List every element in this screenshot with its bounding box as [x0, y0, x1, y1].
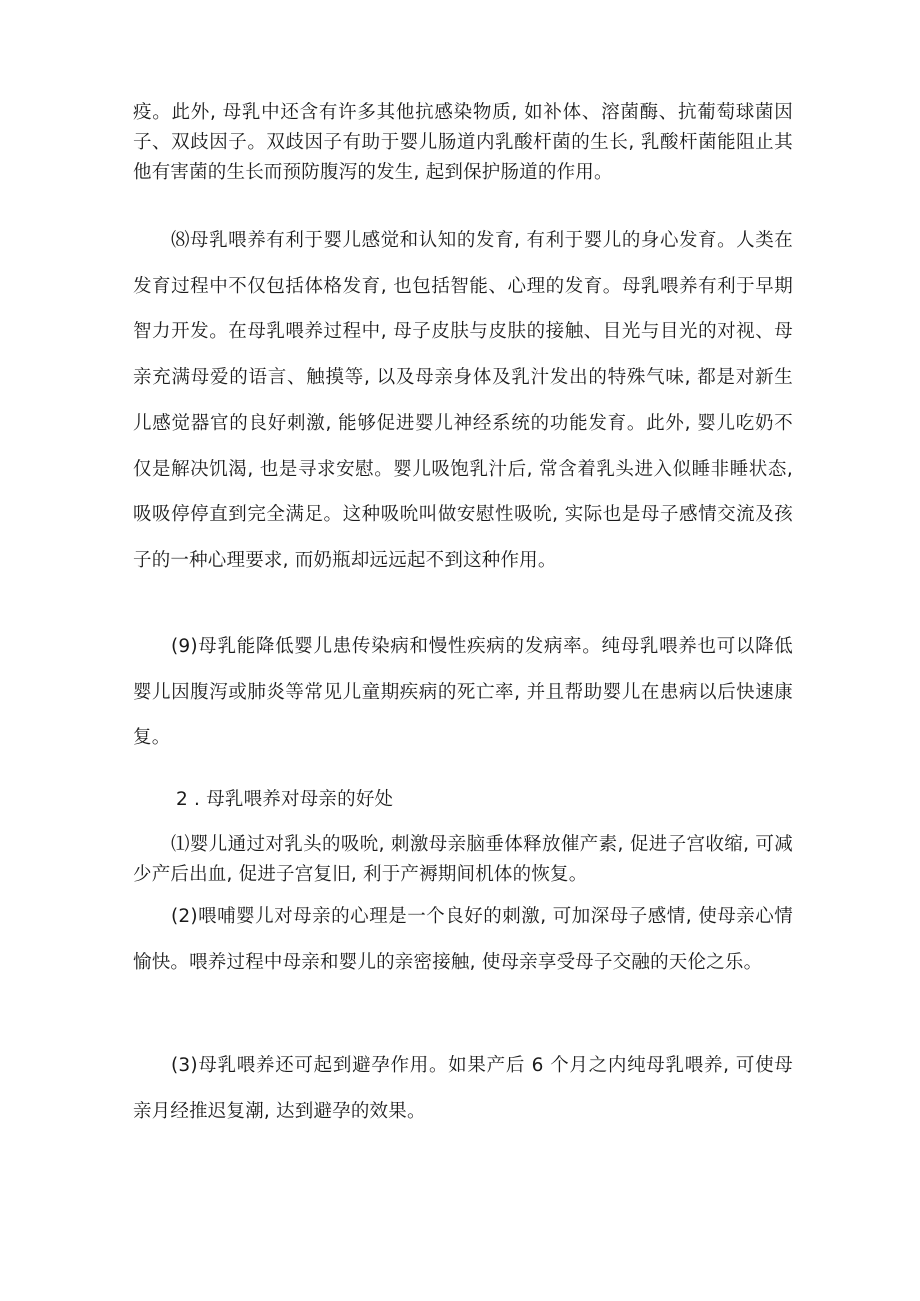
paragraph-item-1-uterus-recovery: ⑴婴儿通过对乳头的吸吮, 刺激母亲脑垂体释放催产素, 促进子宫收缩, 可减少产后出血, 促进子宫复旧, 利于产褥期间机体的恢复。 [133, 834, 793, 885]
paragraph-item-3-contraception: (3)母乳喂养还可起到避孕作用。如果产后 6 个月之内纯母乳喂养, 可使母亲月经推迟复潮, 达到避孕的效果。 [133, 1055, 793, 1122]
paragraph-item-8-cognitive-development: ⑻母乳喂养有利于婴儿感觉和认知的发育, 有利于婴儿的身心发育。人类在发育过程中不仅包括体格发育, 也包括智能、心理的发育。母乳喂养有利于早期智力开发。在母乳喂养过程中, 母子皮肤与皮肤的接触、目光与目光的对视、母亲充满母爱的语言、触摸等, 以及母亲身体及乳汁发出的特殊气味, 都是对新生儿感觉器官的良好刺激, 能够促进婴儿神经系统的功能发育。此外, 婴儿吃奶不仅是解决饥渴, 也是寻求安慰。婴儿吸饱乳汁后, 常含着乳头进入似睡非睡状态, 吸吸停停直到完全满足。这种吸吮叫做安慰性吸吮, 实际也是母子感情交流及孩子的一种心理要求, 而奶瓶却远远起不到这种作用。 [133, 230, 793, 571]
paragraph-immunity-continued: 疫。此外, 母乳中还含有许多其他抗感染物质, 如补体、溶菌酶、抗葡萄球菌因子、双歧因子。双歧因子有助于婴儿肠道内乳酸杆菌的生长, 乳酸杆菌能阻止其他有害菌的生长而预防腹泻的发生, 起到保护肠道的作用。 [133, 102, 793, 183]
section-heading-2: 2 . 母乳喂养对母亲的好处 [176, 789, 394, 810]
paragraph-item-9-disease-reduction: (9)母乳能降低婴儿患传染病和慢性疾病的发病率。纯母乳喂养也可以降低婴儿因腹泻或肺炎等常见儿童期疾病的死亡率, 并且帮助婴儿在患病以后快速康复。 [133, 636, 793, 749]
paragraph-item-2-psychology: (2)喂哺婴儿对母亲的心理是一个良好的刺激, 可加深母子感情, 使母亲心情愉快。喂养过程中母亲和婴儿的亲密接触, 使母亲享受母子交融的天伦之乐。 [133, 906, 793, 973]
